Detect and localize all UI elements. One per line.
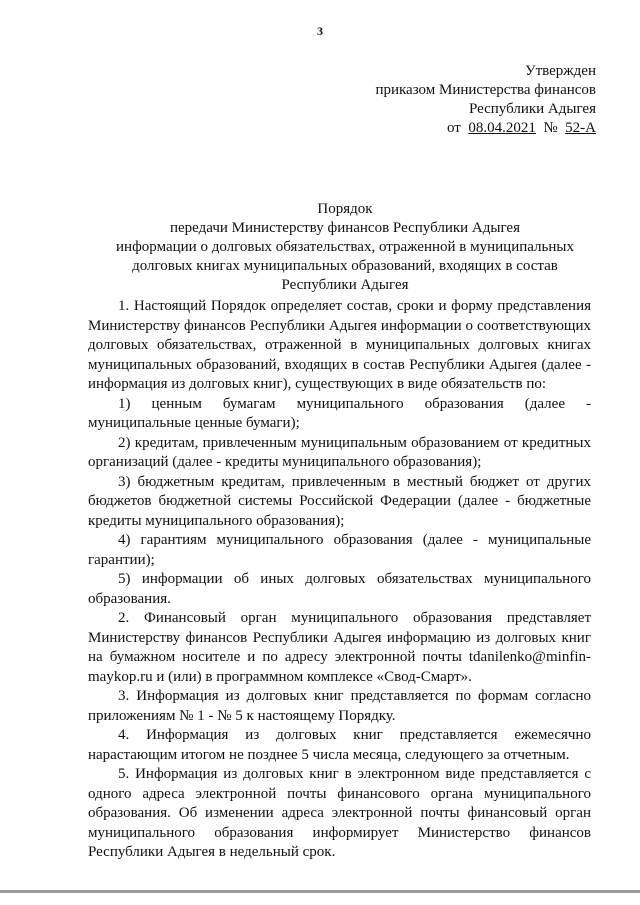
title-line-1: Порядок — [317, 201, 373, 217]
approval-number-label: № — [543, 120, 558, 136]
paragraph-4: 4. Информация из долговых книг представляется ежемесячно нарастающим итогом не позднее 5 числа месяца, следующего за отчетным. — [88, 727, 591, 763]
paragraph-1: 1. Настоящий Порядок определяет состав, сроки и форму представления Министерству финансов Республики Адыгея информации о соответствующих долговых обязательствах, отраженной в муниципальных долговых книгах муниципальных образований, входящих в состав Республики Адыгея (далее - информация из долговых книг), существующих в виде обязательств по: — [88, 298, 591, 392]
scan-bottom-edge — [0, 890, 640, 893]
paragraph-1-item-1: 1) ценным бумагам муниципального образования (далее - муниципальные ценные бумаги); — [88, 395, 591, 431]
approval-date: 08.04.2021 — [468, 120, 536, 136]
approval-stamp — [375, 62, 596, 138]
page-number: 3 — [317, 24, 323, 38]
approval-number: 52-А — [565, 120, 596, 136]
document-body — [88, 297, 591, 863]
paragraph-5: 5. Информация из долговых книг в электронном виде представляется с одного адреса электронной почты финансового органа муниципального образования. Об изменении адреса электронной почты финансовый орган муниципального образования информирует Министерство финансов Республики Адыгея в недельный срок. — [88, 766, 591, 860]
approval-line-republic: Республики Адыгея — [468, 101, 596, 117]
paragraph-1-item-3: 3) бюджетным кредитам, привлеченным в местный бюджет от других бюджетов бюджетной системы Российской Федерации (далее - бюджетные кредиты муниципального образования); — [88, 473, 591, 529]
paragraph-1-item-5: 5) информации об иных долговых обязательствах муниципального образования. — [88, 571, 591, 607]
title-line-2: передачи Министерству финансов Республики Адыгея — [170, 220, 520, 236]
paragraph-1-item-2: 2) кредитам, привлеченным муниципальным образованием от кредитных организаций (далее - кредиты муниципального образования); — [88, 434, 591, 470]
paragraph-3: 3. Информация из долговых книг представляется по формам согласно приложениям № 1 - № 5 к настоящему Порядку. — [88, 688, 591, 724]
title-line-4: долговых книгах муниципальных образований, входящих в состав — [132, 258, 558, 274]
approval-line-approved: Утвержден — [524, 63, 596, 79]
paragraph-1-item-4: 4) гарантиям муниципального образования (далее - муниципальные гарантии); — [88, 532, 591, 568]
document-title — [80, 200, 610, 295]
approval-from-label: от — [447, 120, 461, 136]
title-line-5: Республики Адыгея — [281, 277, 409, 293]
title-line-3: информации о долговых обязательствах, отраженной в муниципальных — [116, 239, 574, 255]
approval-line-order: приказом Министерства финансов — [375, 82, 596, 98]
paragraph-2: 2. Финансовый орган муниципального образования представляет Министерству финансов Республики Адыгея информацию из долговых книг на бумажном носителе и по адресу электронной почты tdanilenko@minfin-maykop.ru и (или) в программном комплексе «Свод-Смарт». — [88, 610, 591, 685]
approval-line-date-number — [375, 119, 596, 138]
